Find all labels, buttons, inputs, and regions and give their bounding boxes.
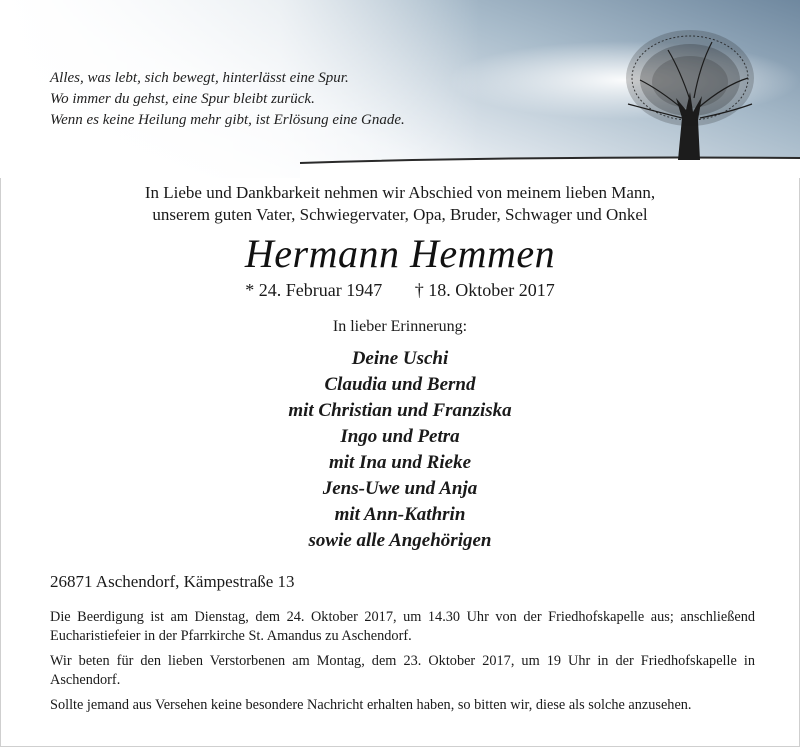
- life-dates: [0, 280, 800, 301]
- birth-date: * 24. Februar 1947: [245, 280, 383, 300]
- header-image: [0, 0, 800, 178]
- funeral-notes: [50, 608, 755, 721]
- death-date: † 18. Oktober 2017: [414, 280, 555, 300]
- note-paragraph: Die Beerdigung ist am Dienstag, dem 24. Oktober 2017, um 14.30 Uhr von der Friedhofskapelle aus; anschließend Eucharistiefeier in der Pfarrkirche St. Amandus zu Aschendorf.: [50, 609, 755, 644]
- family-member: Ingo und Petra: [340, 426, 460, 447]
- quote: [50, 68, 405, 131]
- family-member: mit Ann-Kathrin: [334, 504, 466, 525]
- remembrance-label: In lieber Erinnerung:: [332, 318, 468, 335]
- quote-line: Wo immer du gehst, eine Spur bleibt zurück.: [50, 91, 315, 107]
- deceased-name: Hermann Hemmen: [244, 231, 556, 276]
- family-member: Claudia und Bernd: [324, 374, 476, 395]
- note-paragraph: Wir beten für den lieben Verstorbenen am Montag, dem 23. Oktober 2017, um 19 Uhr in der Friedhofskapelle in Aschendorf.: [50, 653, 755, 688]
- family-member: mit Ina und Rieke: [329, 452, 471, 473]
- intro-text: [0, 182, 800, 226]
- family-member: Jens-Uwe und Anja: [322, 478, 478, 499]
- intro-line: In Liebe und Dankbarkeit nehmen wir Abschied von meinem lieben Mann,: [144, 183, 656, 202]
- note-paragraph: Sollte jemand aus Versehen keine besondere Nachricht erhalten haben, so bitten wir, diese als solche anzusehen.: [50, 697, 692, 713]
- quote-line: Wenn es keine Heilung mehr gibt, ist Erlösung eine Gnade.: [50, 112, 405, 128]
- intro-line: unserem guten Vater, Schwiegervater, Opa, Bruder, Schwager und Onkel: [152, 205, 648, 224]
- family-member: sowie alle Angehörigen: [308, 530, 492, 551]
- address: 26871 Aschendorf, Kämpestraße 13: [50, 572, 295, 591]
- family-member: Deine Uschi: [351, 348, 449, 369]
- family-member: mit Christian und Franziska: [288, 400, 512, 421]
- family-list: [0, 346, 800, 554]
- quote-line: Alles, was lebt, sich bewegt, hinterlässt eine Spur.: [50, 70, 349, 86]
